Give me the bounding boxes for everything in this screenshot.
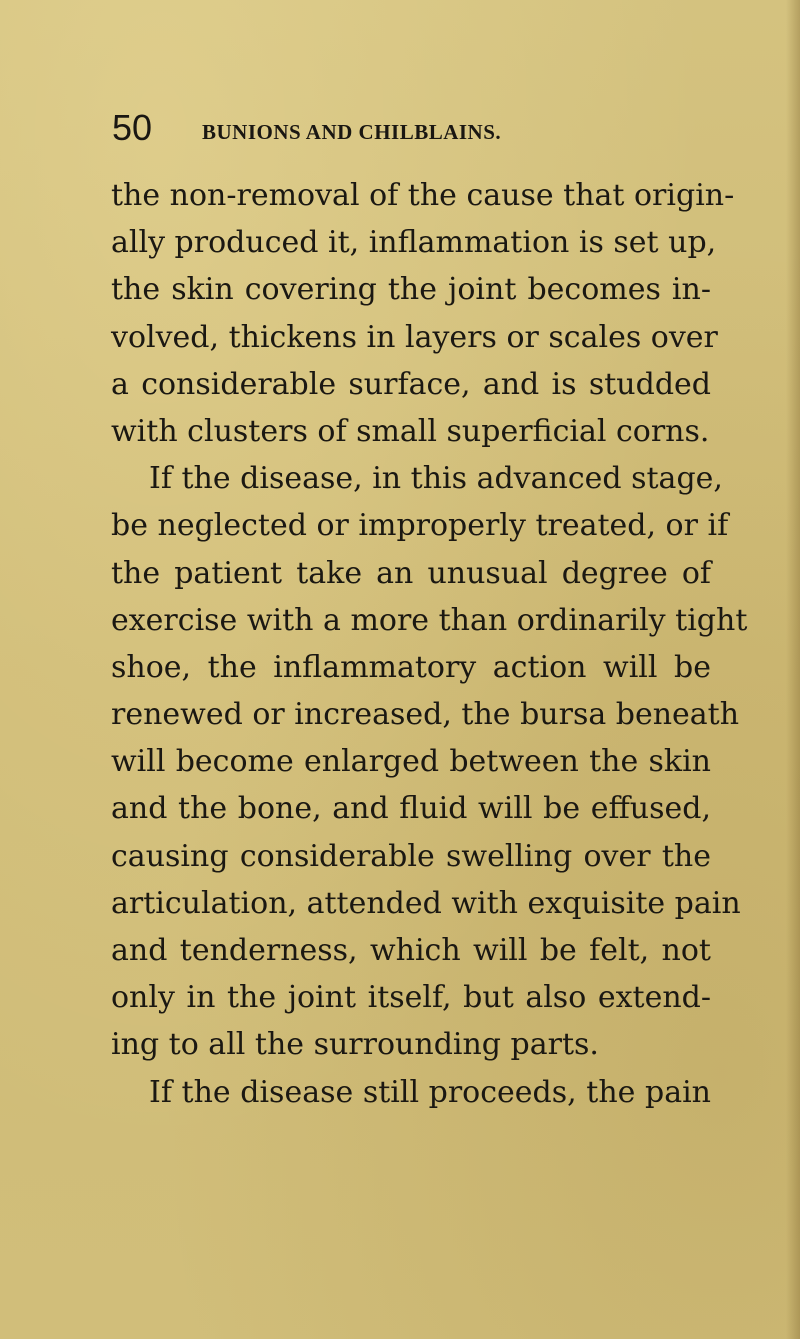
- text-line: renewed or increased, the bursa beneath: [111, 697, 740, 733]
- text-line: If the disease, in this advanced stage,: [149, 461, 723, 497]
- text-line: and tenderness, which will be felt, not: [111, 933, 711, 968]
- text-line: ally produced it, inflammation is set up,: [111, 225, 717, 261]
- text-line: a considerable surface, and is studded: [111, 366, 711, 402]
- text-line: the patient take an unusual degree of: [111, 555, 711, 591]
- text-line: ing to all the surrounding parts.: [111, 1027, 599, 1063]
- text-line: the non-removal of the cause that origin-: [111, 178, 735, 213]
- text-line: only in the joint itself, but also extend-: [111, 980, 711, 1016]
- text-line: volved, thickens in layers or scales over: [111, 319, 718, 355]
- page-header: [112, 108, 712, 158]
- text-line: exercise with a more than ordinarily tight: [111, 602, 748, 638]
- text-line: causing considerable swelling over the: [111, 838, 711, 874]
- text-line: with clusters of small superficial corns.: [111, 413, 710, 449]
- text-line: will become enlarged between the skin: [111, 744, 711, 780]
- text-line: shoe, the inflammatory action will be: [111, 649, 711, 685]
- body-text: [111, 172, 748, 1116]
- text-line: the skin covering the joint becomes in-: [111, 272, 711, 308]
- text-line: be neglected or improperly treated, or if: [111, 508, 729, 544]
- text-line: articulation, attended with exquisite pain: [111, 885, 741, 921]
- text-line: If the disease still proceeds, the pain: [149, 1074, 711, 1110]
- running-head: BUNIONS AND CHILBLAINS.: [202, 120, 502, 144]
- page-edge-shadow: [786, 0, 800, 1339]
- page-number: 50: [112, 107, 153, 148]
- text-line: and the bone, and fluid will be effused,: [111, 791, 711, 827]
